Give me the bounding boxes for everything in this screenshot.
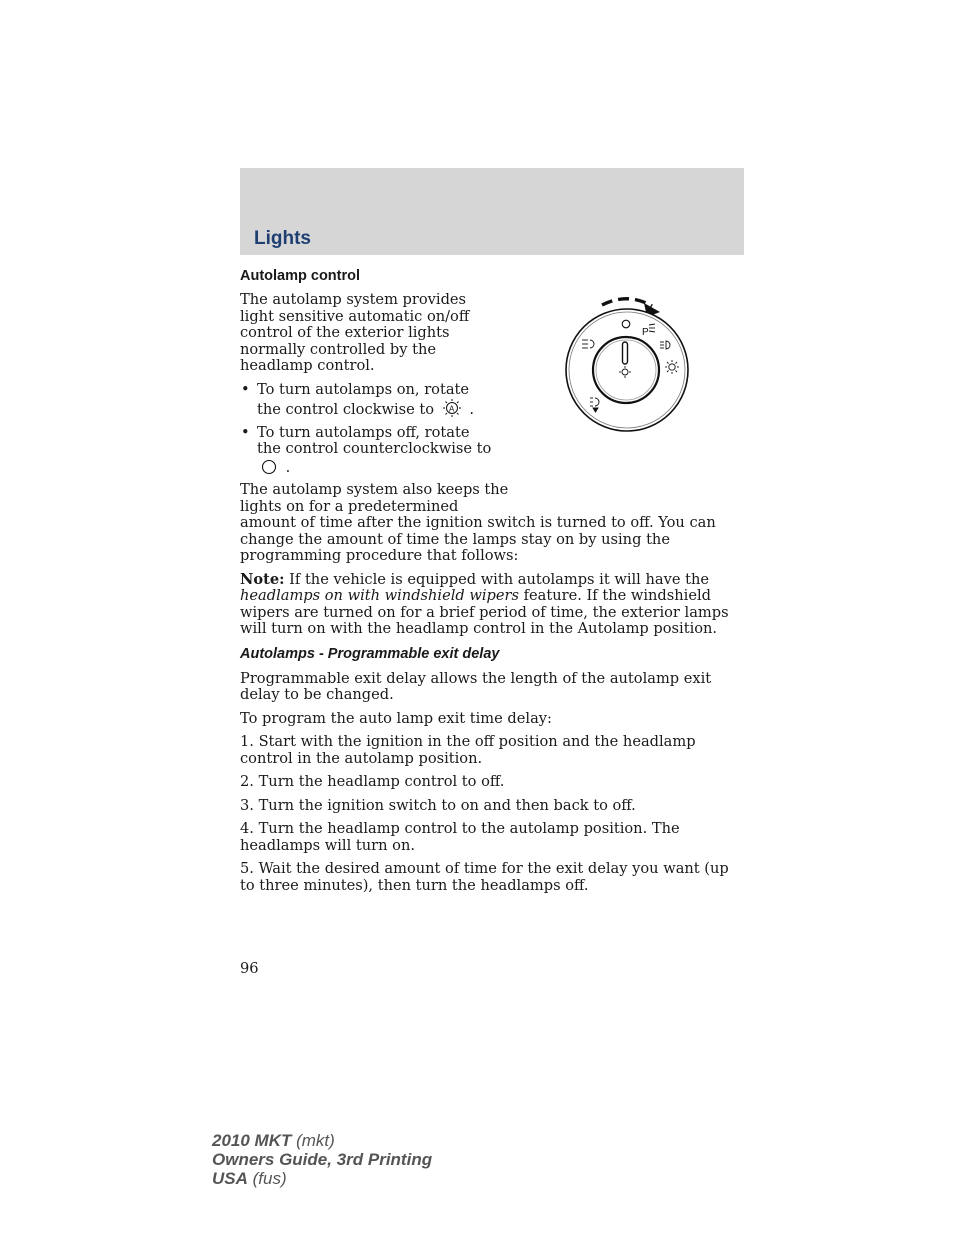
bullet-item-off xyxy=(240,425,492,477)
chapter-title: Lights xyxy=(254,228,311,249)
keep-lights-paragraph xyxy=(240,482,746,565)
page-number: 96 xyxy=(240,960,259,977)
keep-text-line1: The autolamp system also keeps the xyxy=(240,481,509,498)
section-heading: Autolamp control xyxy=(240,268,361,284)
subsection-heading: Autolamps - Programmable exit delay xyxy=(240,645,500,662)
footer-model: 2010 MKT xyxy=(212,1131,292,1150)
off-circle-icon xyxy=(259,458,279,476)
autolamp-icon xyxy=(441,398,463,418)
step-item: 3. Turn the ignition switch to on and then back to off. xyxy=(240,796,636,814)
step-item: 5. Wait the desired amount of time for the exit delay you want (up to three minutes), then turn the headlamps off. xyxy=(240,860,729,894)
note-text-b: feature. If the windshield wipers are turned on for a brief period of time, the exterior lamps will turn on with the headlamp control in the Autolamp position. xyxy=(240,587,729,637)
note-text-a: If the vehicle is equipped with autolamps it will have the xyxy=(289,570,710,588)
bullet-on-text: To turn autolamps on, rotate the control clockwise to xyxy=(257,380,470,418)
document-footer xyxy=(212,1131,432,1188)
keep-text-rest: amount of time after the ignition switch is turned to off. You can change the amount of time the lamps stay on by using the programming procedure that follows: xyxy=(240,514,716,564)
bullet-off-text: To turn autolamps off, rotate the control counterclockwise to xyxy=(257,423,492,457)
footer-region: USA xyxy=(212,1169,248,1188)
intro-paragraph: The autolamp system provides light sensitive automatic on/off control of the exterior lights normally controlled by the headlamp control. xyxy=(240,291,470,374)
note-paragraph xyxy=(240,572,746,638)
footer-model-code: (mkt) xyxy=(296,1131,335,1150)
bullet-on-end: . xyxy=(469,401,474,418)
footer-region-code: (fus) xyxy=(252,1169,287,1188)
paragraph: To program the auto lamp exit time delay: xyxy=(240,709,552,727)
keep-text-line2: lights on for a predetermined xyxy=(240,497,459,515)
step-item: 2. Turn the headlamp control to off. xyxy=(240,773,505,790)
svg-text:A: A xyxy=(448,404,455,414)
footer-line1 xyxy=(212,1131,432,1150)
step-item: 4. Turn the headlamp control to the autolamp position. The headlamps will turn on. xyxy=(240,820,680,854)
footer-line2: Owners Guide, 3rd Printing xyxy=(212,1150,433,1169)
note-label: Note: xyxy=(240,570,285,588)
bullet-list xyxy=(240,382,492,477)
paragraph: Programmable exit delay allows the length of the autolamp exit delay to be changed. xyxy=(240,669,712,703)
bullet-off-end: . xyxy=(285,458,291,476)
parking-lamp-label: P xyxy=(642,327,649,338)
footer-line3 xyxy=(212,1169,432,1188)
bullet-item-on xyxy=(240,382,492,419)
note-italic: headlamps on with windshield wipers xyxy=(240,587,519,604)
section-header-band xyxy=(240,168,744,255)
step-item: 1. Start with the ignition in the off position and the headlamp control in the autolamp position. xyxy=(240,733,696,767)
page-content xyxy=(240,266,746,901)
